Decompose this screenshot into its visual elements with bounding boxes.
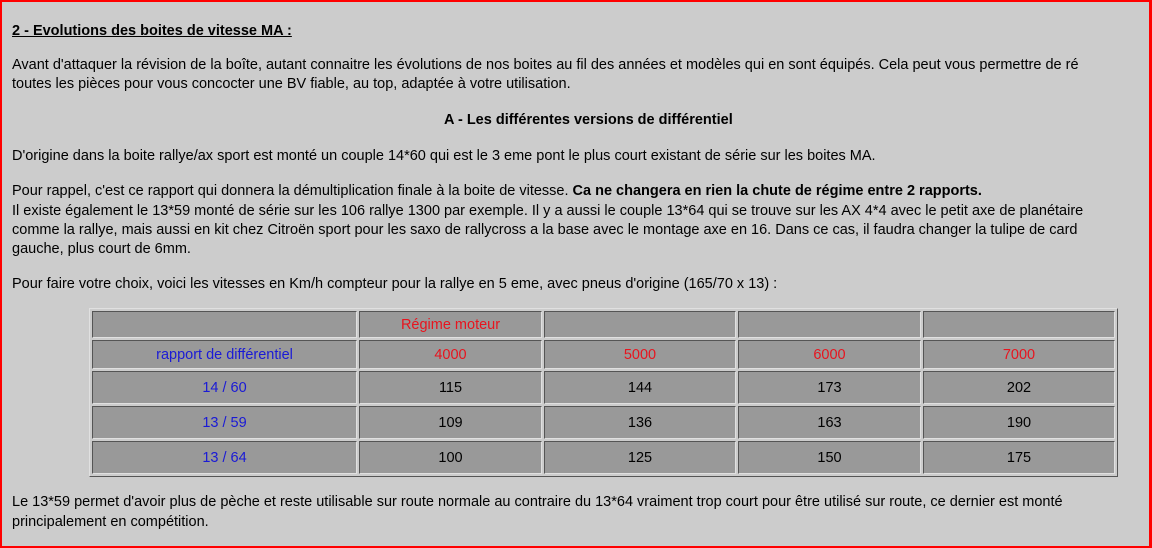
- table-row: [92, 371, 1115, 404]
- header-rpm: 7000: [923, 340, 1115, 369]
- ratio-cell: 13 / 64: [92, 441, 357, 474]
- conclusion-line-1: Le 13*59 permet d'avoir plus de pèche et reste utilisable sur route normale au contraire du 13*64 vraiment trop court pour être utilisé sur route, ce dernier est monté: [12, 494, 1063, 510]
- table-cell-empty: [92, 311, 357, 338]
- ratio-cell: 13 / 59: [92, 406, 357, 439]
- speed-cell: 109: [359, 406, 542, 439]
- intro-line-2: toutes les pièces pour vous concocter une BV fiable, au top, adaptée à votre utilisation.: [12, 76, 571, 92]
- speed-cell: 115: [359, 371, 542, 404]
- header-regime-moteur: Régime moteur: [359, 311, 542, 338]
- table-header-row-regime: [92, 311, 1115, 338]
- header-rpm: 5000: [544, 340, 736, 369]
- speed-cell: 202: [923, 371, 1115, 404]
- para-rappel-normal: Pour rappel, c'est ce rapport qui donnera la démultiplication finale à la boite de vitesse.: [12, 183, 573, 199]
- para-origin: D'origine dans la boite rallye/ax sport est monté un couple 14*60 qui est le 3 eme pont le plus court existant de série sur les boites MA.: [12, 148, 876, 164]
- table-cell-empty: [923, 311, 1115, 338]
- speed-cell: 150: [738, 441, 921, 474]
- para-rappel-line-4: gauche, plus court de 6mm.: [12, 241, 191, 257]
- conclusion-line-2: principalement en compétition.: [12, 514, 209, 530]
- table-row: [92, 406, 1115, 439]
- header-rpm: 4000: [359, 340, 542, 369]
- table-header-row-rpm: [92, 340, 1115, 369]
- ratio-cell: 14 / 60: [92, 371, 357, 404]
- speed-cell: 190: [923, 406, 1115, 439]
- header-rapport: rapport de différentiel: [92, 340, 357, 369]
- speed-table: [89, 308, 1118, 477]
- speed-cell: 136: [544, 406, 736, 439]
- section-title: 2 - Evolutions des boites de vitesse MA :: [12, 23, 292, 39]
- table-cell-empty: [544, 311, 736, 338]
- para-rappel-line-2: Il existe également le 13*59 monté de série sur les 106 rallye 1300 par exemple. Il y a aussi le couple 13*64 qui se trouve sur les AX 4*4 avec le petit axe de planétaire: [12, 203, 1084, 219]
- para-choix: Pour faire votre choix, voici les vitesses en Km/h compteur pour la rallye en 5 eme, avec pneus d'origine (165/70 x 13) :: [12, 276, 778, 292]
- header-rpm: 6000: [738, 340, 921, 369]
- para-rappel-bold: Ca ne changera en rien la chute de régime entre 2 rapports.: [572, 183, 982, 199]
- para-rappel-line-1: [12, 182, 982, 200]
- speed-cell: 125: [544, 441, 736, 474]
- speed-cell: 163: [738, 406, 921, 439]
- speed-cell: 175: [923, 441, 1115, 474]
- speed-cell: 173: [738, 371, 921, 404]
- subsection-title: A - Les différentes versions de différentiel: [444, 112, 733, 128]
- intro-line-1: Avant d'attaquer la révision de la boîte, autant connaitre les évolutions de nos boites au fil des années et modèles qui en sont équipés. Cela peut vous permettre de ré: [12, 57, 1079, 73]
- speed-cell: 144: [544, 371, 736, 404]
- table-row: [92, 441, 1115, 474]
- table-cell-empty: [738, 311, 921, 338]
- speed-cell: 100: [359, 441, 542, 474]
- para-rappel-line-3: comme la rallye, mais aussi en kit chez Citroën sport pour les saxo de rallycross a la base avec le montage axe en 16. Dans ce cas, il faudra changer la tulipe de card: [12, 222, 1078, 238]
